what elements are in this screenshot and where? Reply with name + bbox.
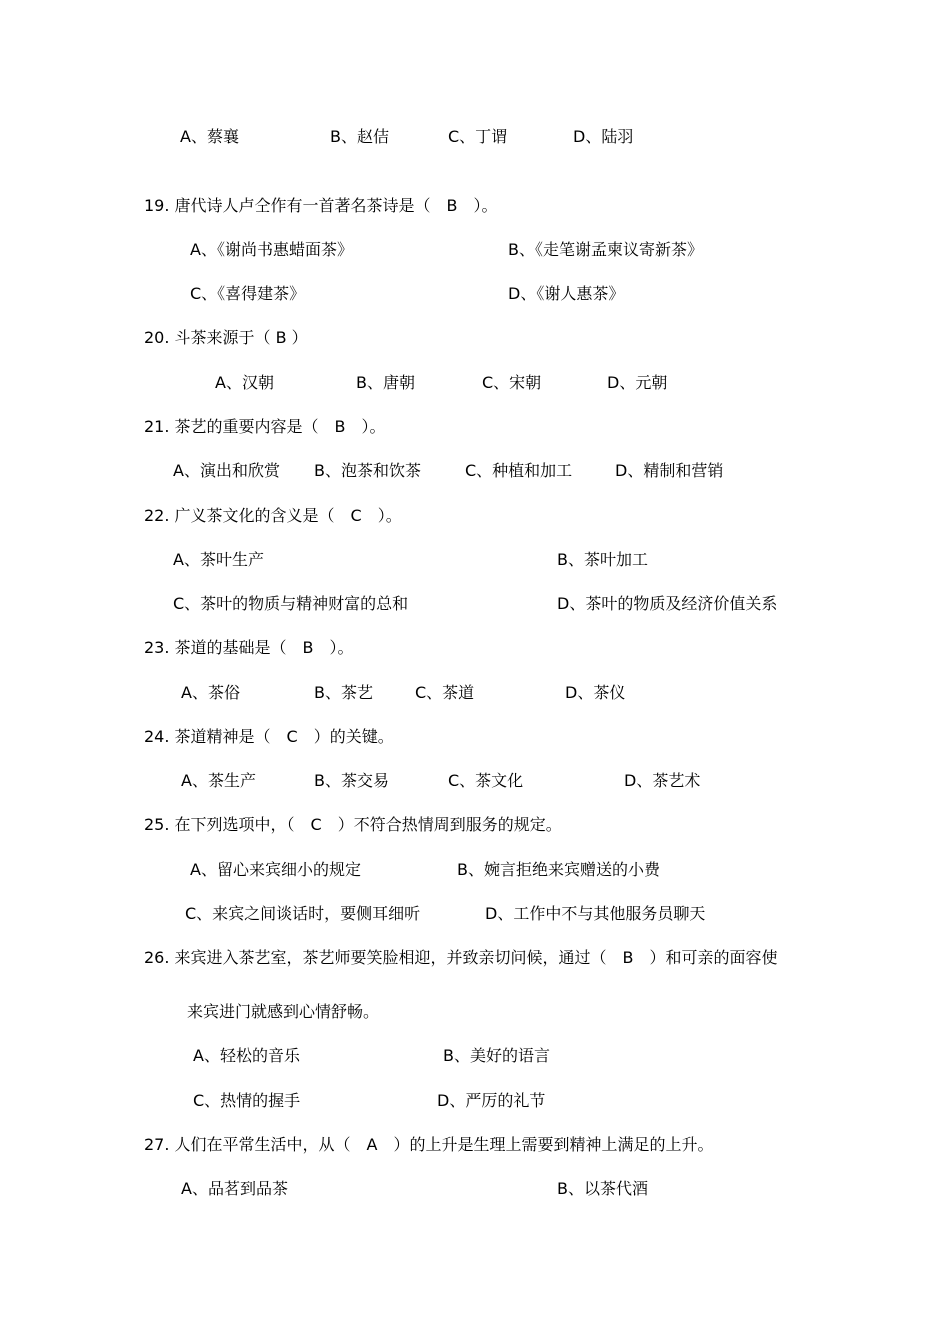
q22-option-a: A、茶叶生产 (173, 550, 264, 569)
q19-option-a: A、《谢尚书惠蜡面茶》 (190, 240, 353, 259)
q24-option-c: C、茶文化 (448, 771, 524, 790)
q23-option-b: B、茶艺 (314, 683, 373, 702)
q19-option-d: D、《谢人惠茶》 (508, 284, 625, 303)
q23-stem: 23. 茶道的基础是（ B ）。 (144, 638, 354, 657)
q18-option-b: B、赵佶 (330, 127, 389, 146)
q20-option-c: C、宋朝 (482, 373, 542, 392)
q21-stem: 21. 茶艺的重要内容是（ B ）。 (144, 417, 386, 436)
q20-option-b: B、唐朝 (356, 373, 415, 392)
q25-option-d: D、工作中不与其他服务员聊天 (485, 904, 706, 923)
q26-option-a: A、轻松的音乐 (193, 1046, 300, 1065)
q24-option-d: D、茶艺术 (624, 771, 701, 790)
q24-stem: 24. 茶道精神是（ C ）的关键。 (144, 727, 394, 746)
q27-option-b: B、以茶代酒 (557, 1179, 648, 1198)
q22-option-c: C、茶叶的物质与精神财富的总和 (173, 594, 409, 613)
q22-option-b: B、茶叶加工 (557, 550, 648, 569)
q27-stem: 27. 人们在平常生活中，从（ A ）的上升是生理上需要到精神上满足的上升。 (144, 1135, 714, 1154)
q27-option-a: A、品茗到品茶 (181, 1179, 288, 1198)
q23-option-a: A、茶俗 (181, 683, 240, 702)
q26-stem: 26. 来宾进入茶艺室，茶艺师要笑脸相迎，并致亲切问候，通过（ B ）和可亲的面容使 (144, 948, 778, 967)
q23-option-c: C、茶道 (415, 683, 475, 702)
q24-option-a: A、茶生产 (181, 771, 256, 790)
q22-stem: 22. 广义茶文化的含义是（ C ）。 (144, 506, 402, 525)
q21-option-d: D、精制和营销 (615, 461, 724, 480)
q19-option-c: C、《喜得建茶》 (190, 284, 306, 303)
q20-option-d: D、元朝 (607, 373, 668, 392)
q21-option-b: B、泡茶和饮茶 (314, 461, 421, 480)
q26-option-d: D、严厉的礼节 (437, 1091, 546, 1110)
q25-stem: 25. 在下列选项中，（ C ）不符合热情周到服务的规定。 (144, 815, 562, 834)
q19-stem: 19. 唐代诗人卢仝作有一首著名茶诗是（ B ）。 (144, 196, 498, 215)
q26-stem-continuation: 来宾进门就感到心情舒畅。 (187, 1002, 380, 1021)
q22-option-d: D、茶叶的物质及经济价值关系 (557, 594, 778, 613)
q25-option-c: C、来宾之间谈话时，要侧耳细听 (185, 904, 421, 923)
q20-stem: 20. 斗茶来源于（ B ） (144, 328, 308, 347)
q21-option-a: A、演出和欣赏 (173, 461, 280, 480)
q26-option-c: C、热情的握手 (193, 1091, 301, 1110)
q20-option-a: A、汉朝 (215, 373, 274, 392)
q24-option-b: B、茶交易 (314, 771, 389, 790)
q25-option-a: A、留心来宾细小的规定 (190, 860, 361, 879)
q19-option-b: B、《走笔谢孟柬议寄新茶》 (508, 240, 703, 259)
q21-option-c: C、种植和加工 (465, 461, 573, 480)
q18-option-a: A、蔡襄 (180, 127, 239, 146)
q26-option-b: B、美好的语言 (443, 1046, 550, 1065)
q23-option-d: D、茶仪 (565, 683, 626, 702)
q18-option-d: D、陆羽 (573, 127, 634, 146)
q18-option-c: C、丁谓 (448, 127, 508, 146)
q25-option-b: B、婉言拒绝来宾赠送的小费 (457, 860, 660, 879)
